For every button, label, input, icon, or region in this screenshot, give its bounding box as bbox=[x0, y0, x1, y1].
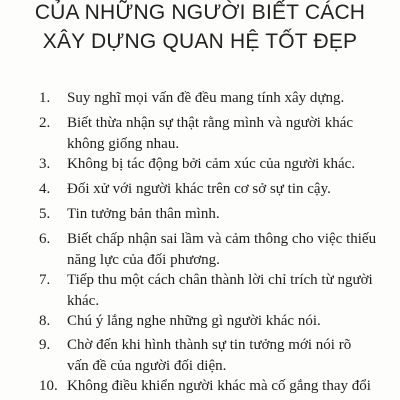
list-item-text bbox=[67, 335, 397, 377]
list-item-text bbox=[67, 179, 397, 200]
list-item-line: Suy nghĩ mọi vấn đề đều mang tính xây dựng. bbox=[67, 90, 345, 106]
list-item-line: Tiếp thu một cách chân thành lời chỉ trích từ người bbox=[67, 272, 373, 288]
list-item-text bbox=[67, 154, 397, 175]
list-item-number: 4. bbox=[39, 181, 51, 197]
list-item-number: 1. bbox=[39, 90, 51, 106]
list-item-number: 6. bbox=[39, 231, 51, 247]
list-item-line: Không bị tác động bởi cảm xúc của người khác. bbox=[67, 156, 356, 172]
list-item-line: năng lực của đối phương. bbox=[67, 252, 220, 268]
heading-line-2: XÂY DỰNG QUAN HỆ TỐT ĐẸP bbox=[42, 30, 358, 53]
list-item-line: Tin tưởng bản thân mình. bbox=[67, 206, 220, 222]
list-item-number: 2. bbox=[39, 115, 51, 131]
list-item-line: Biết chấp nhận sai lầm và cảm thông cho việc thiếu bbox=[67, 231, 377, 247]
list-item-line: Chú ý lắng nghe những gì người khác nói. bbox=[67, 313, 321, 329]
list-item-text bbox=[67, 113, 397, 155]
list-item-line: vấn đề của người đối diện. bbox=[67, 358, 227, 374]
list-item-number: 3. bbox=[39, 156, 51, 172]
list-item-text bbox=[67, 229, 397, 271]
list-item-line: khác. bbox=[67, 293, 100, 309]
list-item-line: Biết thừa nhận sự thật rằng mình và người khác bbox=[67, 115, 354, 131]
list-item-line: Không điều khiển người khác mà cố gắng thay đổi bbox=[67, 378, 371, 394]
list-item-line: Đối xử với người khác trên cơ sở sự tin cậy. bbox=[67, 181, 331, 197]
list-item-text bbox=[67, 311, 397, 332]
list-item-number: 5. bbox=[39, 206, 51, 222]
list-item-text bbox=[67, 88, 397, 109]
heading-line-1: CỦA NHỮNG NGƯỜI BIẾT CÁCH bbox=[34, 1, 366, 24]
list-item-number: 9. bbox=[39, 337, 51, 353]
list-item-text bbox=[67, 376, 397, 397]
list-item-number: 8. bbox=[39, 313, 51, 329]
list-item-line: không giống nhau. bbox=[67, 136, 180, 152]
list-item-text bbox=[67, 270, 397, 312]
list-item-number: 10. bbox=[39, 378, 58, 394]
list-item-text bbox=[67, 204, 397, 225]
list-item-line: Chờ đến khi hình thành sự tin tưởng mới nói rõ bbox=[67, 337, 352, 353]
list-item-number: 7. bbox=[39, 272, 51, 288]
